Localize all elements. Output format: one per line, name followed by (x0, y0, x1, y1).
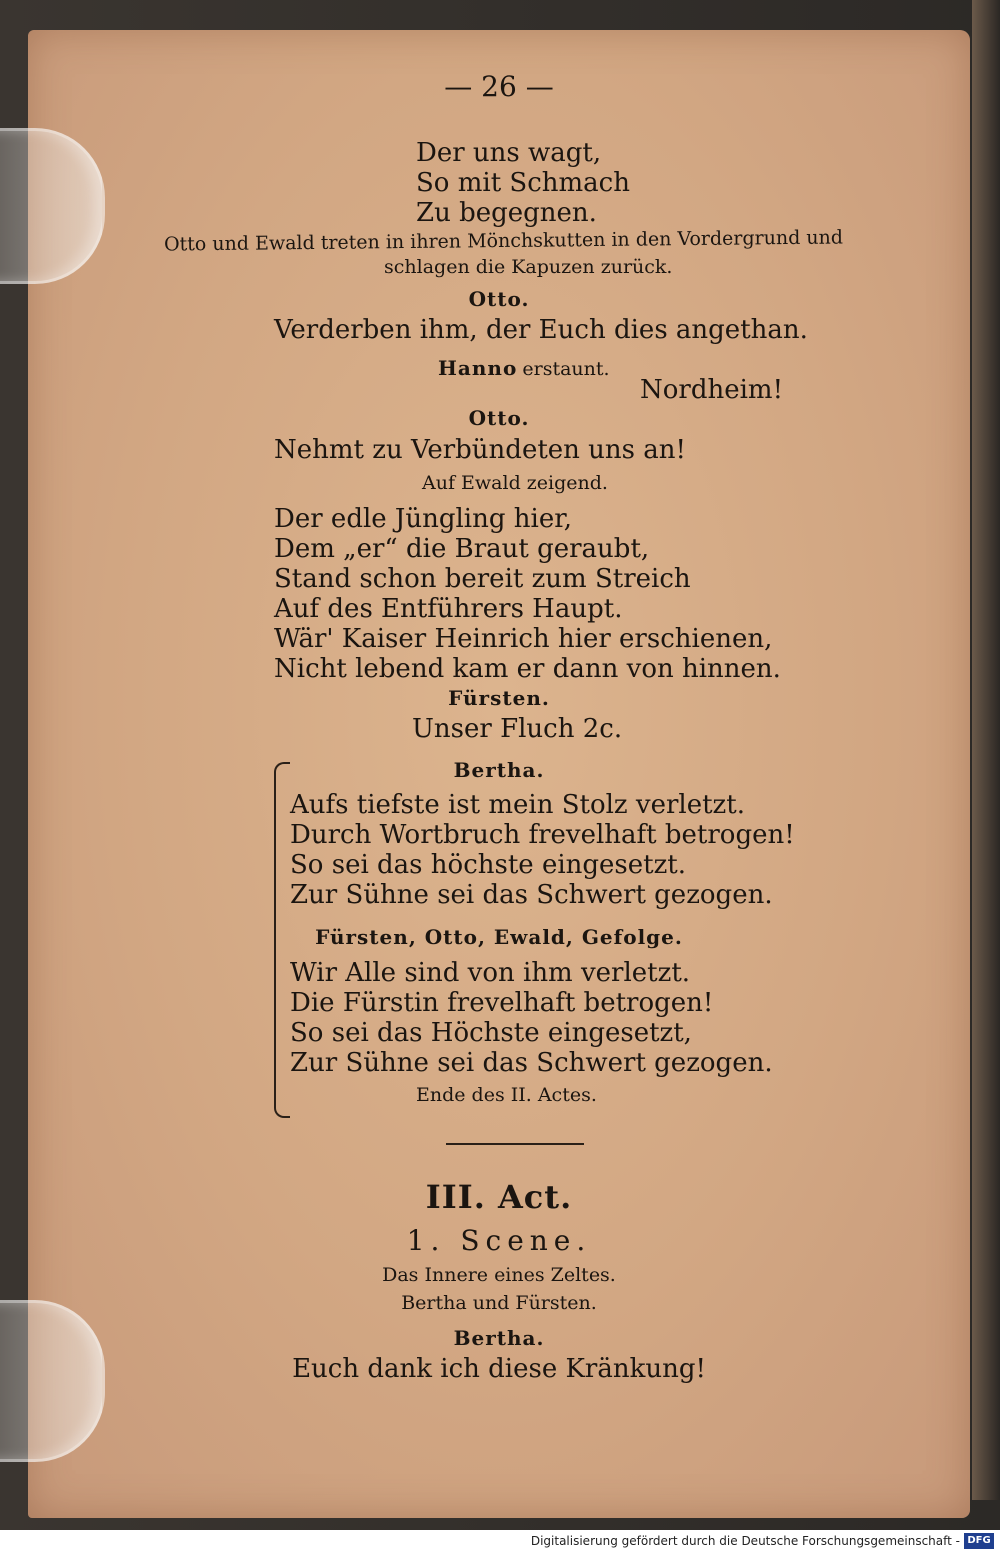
speaker-name: Bertha. (453, 758, 545, 782)
speaker-name: Bertha. (453, 1326, 545, 1350)
stage-direction: Auf Ewald zeigend. (422, 472, 608, 494)
act-end: Ende des II. Actes. (416, 1084, 597, 1106)
verse-line: Aufs tiefste ist mein Stolz verletzt. (290, 790, 745, 820)
verse-line: So sei das höchste eingesetzt. (290, 850, 687, 880)
act-heading: III. Act. (425, 1178, 573, 1216)
stage-direction: schlagen die Kapuzen zurück. (384, 256, 673, 278)
verse-line: Dem „er“ die Braut geraubt, (274, 534, 650, 564)
verse-line: Nicht lebend kam er dann von hinnen. (274, 654, 781, 684)
verse-line: Die Fürstin frevelhaft betrogen! (290, 988, 714, 1018)
verse-line: Der uns wagt, (416, 138, 602, 168)
stage-direction-line (438, 356, 610, 380)
verse-line: Stand schon bereit zum Streich (274, 564, 691, 594)
verse-line: Euch dank ich diese Kränkung! (292, 1354, 706, 1384)
scene-heading: 1. Scene. (406, 1224, 592, 1257)
speaker-name: Fürsten. (448, 686, 550, 710)
verse-line: Auf des Entführers Haupt. (274, 594, 623, 624)
verse-line: Der edle Jüngling hier, (274, 504, 573, 534)
scene-setting: Das Innere eines Zeltes. (382, 1264, 616, 1286)
verse-line: Wär' Kaiser Heinrich hier erschienen, (274, 624, 773, 654)
verse-line: Nehmt zu Verbündeten uns an! (274, 435, 686, 465)
speaker-name: Hanno (438, 356, 518, 380)
page-number: — 26 — (444, 70, 554, 103)
verse-line: Durch Wortbruch frevelhaft betrogen! (290, 820, 795, 850)
book-page (28, 30, 970, 1518)
section-divider (446, 1143, 584, 1145)
verse-line: Zu begegnen. (416, 198, 597, 228)
verse-line: Unser Fluch 2c. (412, 714, 623, 744)
digitization-footer (0, 1530, 1000, 1553)
scene-characters: Bertha und Fürsten. (401, 1292, 597, 1314)
verse-line: Verderben ihm, der Euch dies angethan. (274, 315, 808, 345)
verse-line: Nordheim! (640, 375, 784, 405)
speaker-name: Otto. (468, 406, 530, 430)
dfg-logo: DFG (964, 1533, 994, 1549)
speaker-name: Otto. (468, 287, 530, 311)
funding-credit: Digitalisierung gefördert durch die Deutsche Forschungsgemeinschaft - (530, 1534, 960, 1548)
verse-line: So mit Schmach (416, 168, 630, 198)
stage-direction: erstaunt. (522, 358, 610, 380)
verse-line: Zur Sühne sei das Schwert gezogen. (290, 1048, 773, 1078)
verse-line: Zur Sühne sei das Schwert gezogen. (290, 880, 773, 910)
verse-line: So sei das Höchste eingesetzt, (290, 1018, 692, 1048)
verse-line: Wir Alle sind von ihm verletzt. (290, 958, 691, 988)
book-edge (972, 0, 1000, 1500)
stage-direction: Otto und Ewald treten in ihren Mönchskutten in den Vordergrund und (163, 226, 844, 256)
speaker-name: Fürsten, Otto, Ewald, Gefolge. (315, 925, 683, 949)
